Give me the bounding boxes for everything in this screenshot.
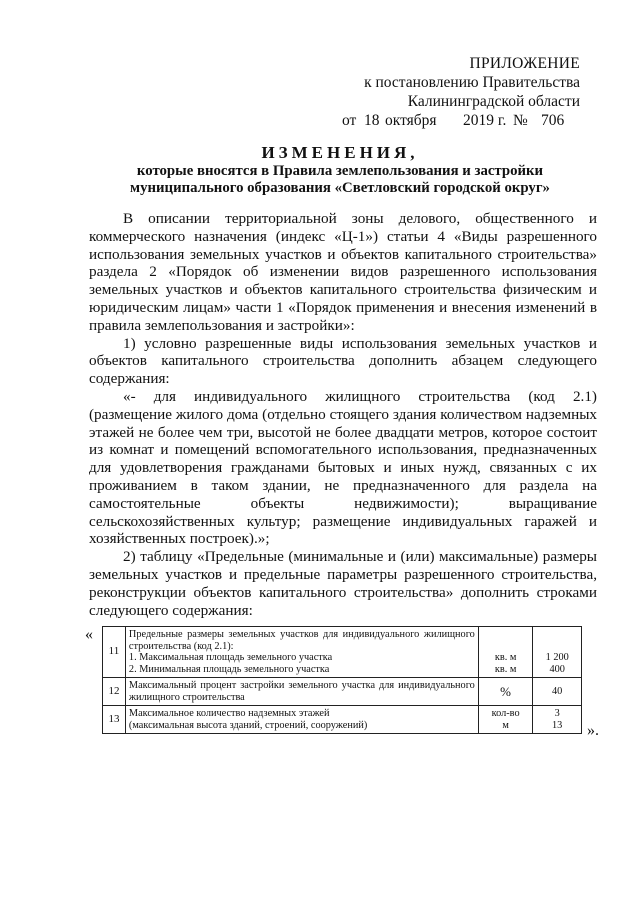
row-description-item: 1. Максимальная площадь земельного участка	[128, 652, 333, 663]
row-value: 40	[533, 678, 582, 706]
row-number: 13	[103, 706, 126, 734]
unit-value: кв. м	[494, 663, 517, 675]
parameter-value: 1 200	[545, 652, 569, 663]
unit-value: кол-во	[491, 708, 520, 719]
parameter-value: 13	[552, 719, 563, 731]
paragraph-4: 2) таблицу «Предельные (минимальные и (или) максимальные) размеры земельных участков и предельные параметры разрешенного строительства, реконструкции объектов капитального строительства» дополнить строками следующего содержания:	[89, 548, 597, 619]
date-year: 2019 г.	[463, 112, 507, 129]
row-value	[533, 706, 582, 734]
row-description-item: 2. Минимальная площадь земельного участка	[128, 663, 330, 675]
number-sign: №	[513, 112, 528, 129]
date-month: октября	[385, 112, 437, 129]
paragraph-2: 1) условно разрешенные виды использования земельных участков и объектов капитального строительства дополнить абзацем следующего содержания:	[89, 334, 597, 388]
subtitle-line-2: муниципального образования «Светловский городской округ»	[130, 180, 550, 196]
row-description: Максимальный процент застройки земельного участка для индивидуального жилищного строительства	[125, 678, 478, 706]
appendix-title: ПРИЛОЖЕНИЕ	[469, 55, 580, 72]
parameter-value: 3	[554, 708, 560, 719]
paragraph-3: «- для индивидуального жилищного строительства (код 2.1) (размещение жилого дома (отдельно стоящего здания количеством надземных этажей не более чем три, высотой не более двадцати метров, которое состоит из комнат и помещений вспомогательного использования, предназначенных для удовлетворения гражданами бытовых и иных нужд, связанных с их проживанием в таком здании, не предназначенного для раздела на самостоятельные объекты недвижимости); выращивание сельскохозяйственных культур; размещение индивидуальных гаражей и хозяйственных построек).»;	[89, 387, 597, 548]
paragraph-1: В описании территориальной зоны делового, общественного и коммерческого назначения (индекс «Ц-1») статьи 4 «Виды разрешенного использования земельных участков и объектов капитального строительства» раздела 2 «Порядок об изменении видов разрешенного использования земельных участков и объектов капитального строительства физическим и юридическим лицам» части 1 «Порядок применения и внесения изменений в правила землепользования и застройки»:	[89, 210, 597, 334]
amendment-table	[102, 626, 582, 734]
document-number: 706	[541, 112, 565, 129]
table-quote-open: «	[85, 626, 93, 643]
table-row	[103, 678, 582, 706]
row-unit	[478, 627, 533, 678]
document-subtitle	[80, 163, 600, 197]
date-prefix: от	[342, 112, 357, 129]
subtitle-line-1: которые вносятся в Правила землепользования и застройки	[136, 163, 544, 179]
row-description	[125, 627, 478, 678]
row-unit: %	[478, 678, 533, 706]
row-description	[125, 706, 478, 734]
parameter-value: 400	[549, 663, 565, 675]
appendix-block	[330, 54, 600, 131]
table-row	[103, 627, 582, 678]
row-description-item: Максимальное количество надземных этажей	[128, 708, 330, 719]
appendix-line-2: Калининградской области	[407, 93, 580, 110]
row-description-item: (максимальная высота зданий, строений, сооружений)	[128, 719, 368, 731]
unit-value: кв. м	[494, 652, 517, 663]
row-number: 11	[103, 627, 126, 678]
body-text	[89, 210, 597, 619]
table-quote-close: ».	[587, 722, 599, 739]
appendix-date-line	[330, 111, 600, 131]
document-title: ИЗМЕНЕНИЯ,	[261, 143, 419, 162]
unit-value: м	[502, 719, 509, 731]
table-row	[103, 706, 582, 734]
appendix-line-1: к постановлению Правительства	[364, 74, 580, 91]
row-description-head: Предельные размеры земельных участков для индивидуального жилищного строительства (код 2.1):	[128, 629, 475, 652]
row-value	[533, 627, 582, 678]
row-unit	[478, 706, 533, 734]
date-day: 18	[364, 112, 380, 129]
row-number: 12	[103, 678, 126, 706]
